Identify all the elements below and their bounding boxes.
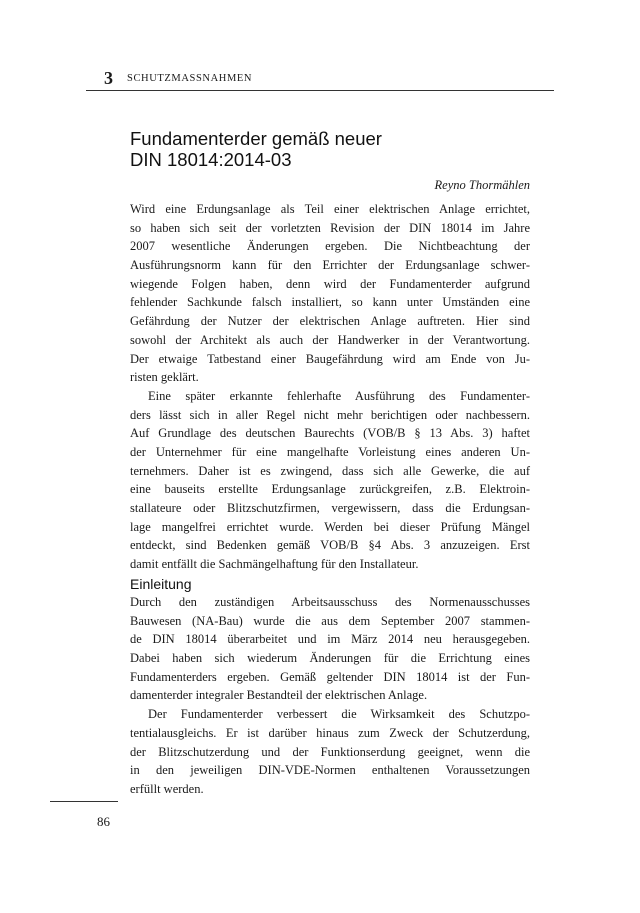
text-line: erfüllt werden. <box>130 781 204 796</box>
paragraph-2 <box>130 387 530 574</box>
chapter-number: 3 <box>104 68 113 88</box>
text-line: sowohl der Architekt als auch der Handwerker in der Verantwortung. <box>130 332 530 347</box>
text-line: damit entfällt die Sachmängelhaftung für den Installateur. <box>130 557 419 572</box>
footer-divider <box>50 801 118 802</box>
section-text <box>130 593 530 799</box>
text-line: wiegende Folgen haben, denn wird der Fundamenterder aufgrund <box>130 276 530 291</box>
text-line: ders lässt sich in aller Regel nicht mehr berichtigen oder nachbessern. <box>130 407 530 422</box>
running-header <box>86 68 554 91</box>
text-line: Wird eine Erdungsanlage als Teil einer elektrischen Anlage errichtet, <box>130 202 530 216</box>
text-line: der Unternehmer für eine mangelhafte Vorleistung eines anderen Un- <box>130 444 530 459</box>
intro-text <box>130 200 530 574</box>
text-line: Eine später erkannte fehlerhafte Ausführung des Fundamenter- <box>148 388 530 403</box>
text-line: Dabei haben sich wiederum Änderungen für die Errichtung eines <box>130 651 530 666</box>
text-line: damenterder integraler Bestandteil der elektrischen Anlage. <box>130 688 428 703</box>
article-title <box>130 128 530 170</box>
section-heading: Einleitung <box>130 576 192 592</box>
text-line: Auf Grundlage des deutschen Baurechts (VOB/B § 13 Abs. 3) haftet <box>130 426 530 441</box>
article-title-line: DIN 18014:2014-03 <box>130 149 292 170</box>
page-number: 86 <box>97 814 110 829</box>
text-line: 2007 wesentliche Änderungen ergeben. Die Nichtbeachtung der <box>130 239 530 254</box>
text-line: de DIN 18014 überarbeitet und im März 2014 neu herausgegeben. <box>130 632 530 647</box>
text-line: ternehmers. Daher ist es zwingend, dass sich alle Gewerke, die auf <box>130 463 530 478</box>
text-line: der Blitzschutzerdung und der Funktionserdung geeignet, wenn die <box>130 744 530 759</box>
text-line: Durch den zuständigen Arbeitsausschuss des Normenausschusses <box>130 595 530 609</box>
text-line: entdeckt, sind Bedenken gemäß VOB/B §4 Abs. 3 anzuzeigen. Erst <box>130 538 530 553</box>
text-line: fehlender Sachkunde falsch installiert, so kann unter Umständen eine <box>130 295 530 310</box>
chapter-title: SCHUTZMASSNAHMEN <box>127 73 253 84</box>
paragraph-4 <box>130 705 530 798</box>
text-line: eine bauseits erstellte Erdungsanlage zurückgreifen, z.B. Elektroin- <box>130 482 530 497</box>
text-line: Der etwaige Tatbestand einer Baugefährdung wird am Ende von Ju- <box>130 351 530 366</box>
text-line: Fundamenterders ergeben. Gemäß geltender DIN 18014 ist der Fun- <box>130 669 530 684</box>
author-name: Reyno Thormählen <box>434 178 530 192</box>
text-line: in den jeweiligen DIN-VDE-Normen enthaltenen Voraussetzungen <box>130 763 530 778</box>
article-title-line: Fundamenterder gemäß neuer <box>130 128 382 149</box>
text-line: tentialausgleichs. Er ist darüber hinaus zum Zweck der Schutzerdung, <box>130 725 530 740</box>
paragraph-3 <box>130 593 530 705</box>
paragraph-1 <box>130 200 530 387</box>
text-line: Der Fundamenterder verbessert die Wirksamkeit des Schutzpo- <box>148 707 530 722</box>
text-line: Gefährdung der Nutzer der elektrischen Anlage auftreten. Hier sind <box>130 314 530 329</box>
text-line: risten geklärt. <box>130 370 199 385</box>
text-line: stallateure oder Blitzschutzfirmen, vergewissern, dass die Erdungsan- <box>130 501 530 515</box>
text-line: Bauwesen (NA-Bau) wurde die aus dem September 2007 stammen- <box>130 613 530 628</box>
text-line: lage mangelfrei errichtet wurde. Werden bei dieser Prüfung Mängel <box>130 519 530 534</box>
text-line: so haben sich seit der vorletzten Revision der DIN 18014 im Jahre <box>130 220 530 235</box>
text-line: Ausführungsnorm kann für den Errichter der Erdungsanlage schwer- <box>130 258 530 273</box>
